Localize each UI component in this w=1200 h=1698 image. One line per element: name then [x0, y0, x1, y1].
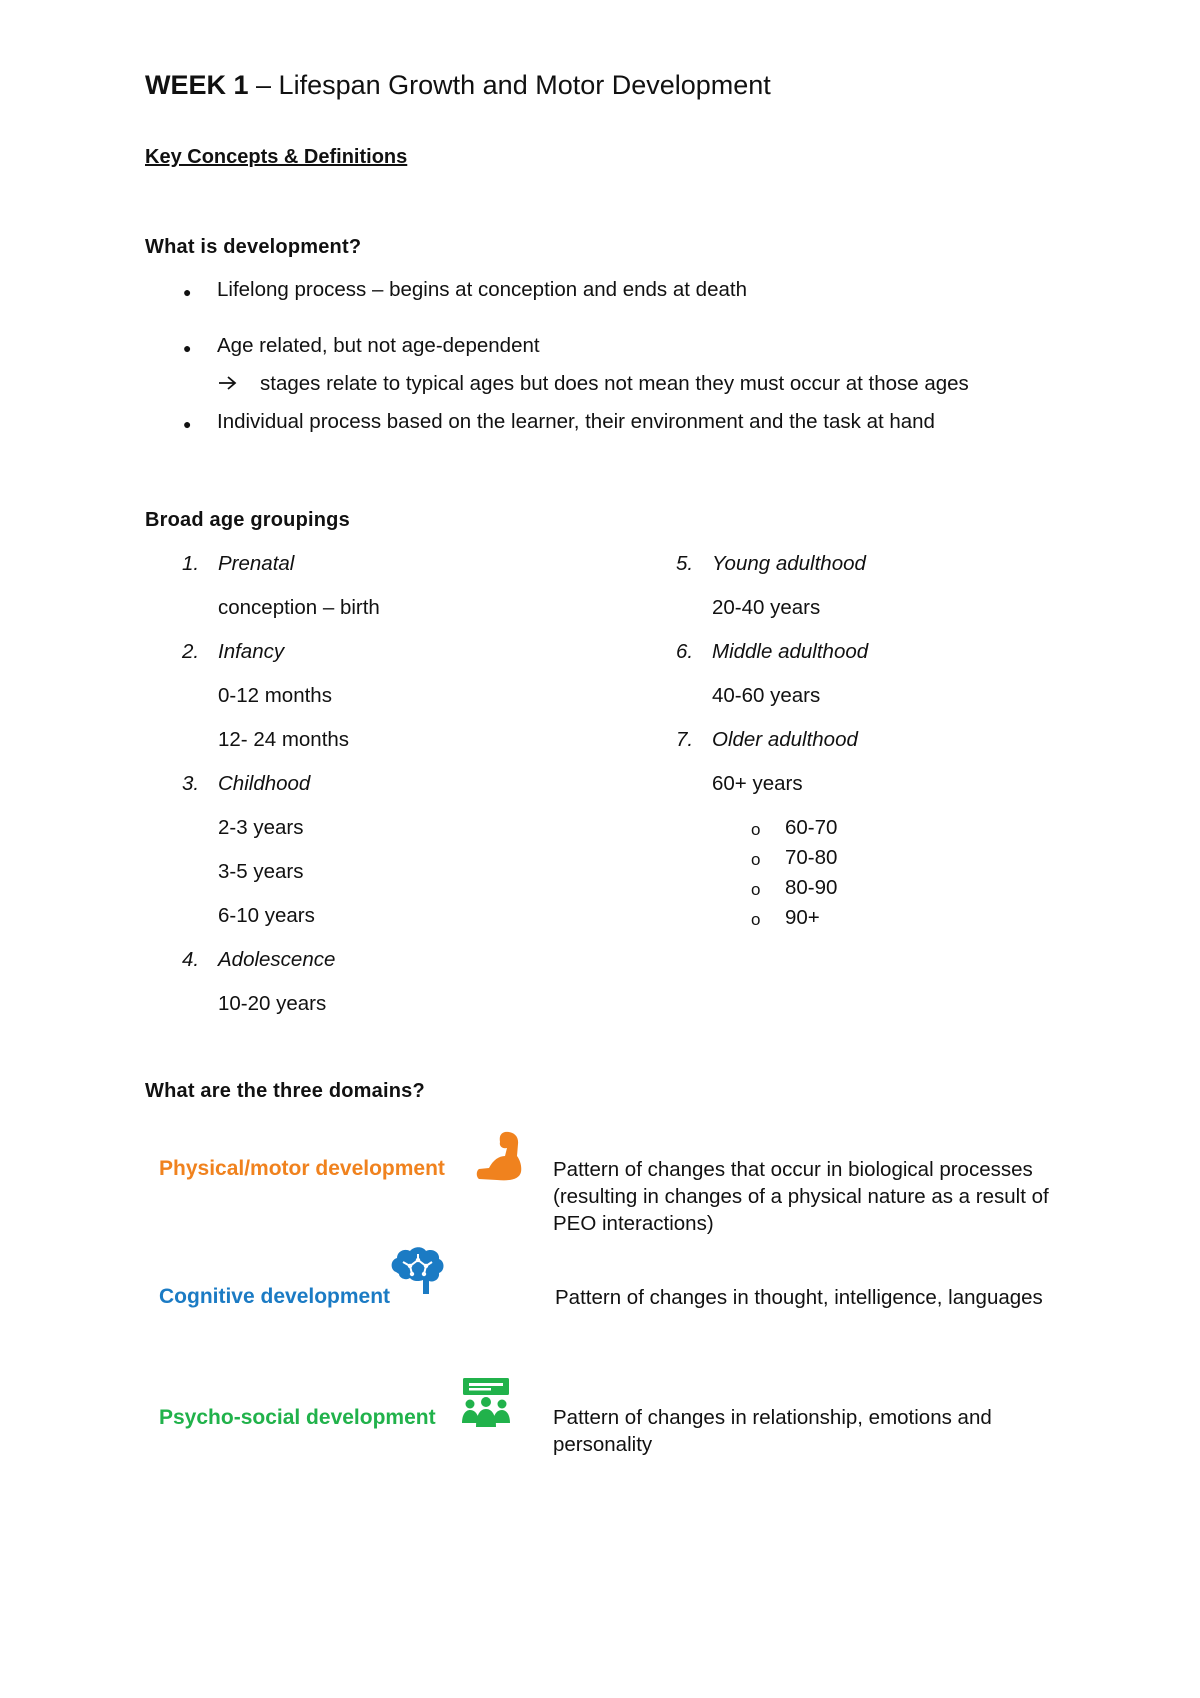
flexed-arm-icon — [475, 1130, 525, 1182]
age-group-range: 3-5 years — [218, 860, 304, 883]
age-group-range: 2-3 years — [218, 816, 304, 839]
age-group-name: Infancy — [218, 640, 285, 663]
circle-bullet-icon: o — [751, 880, 761, 899]
age-group-name: Childhood — [218, 772, 311, 795]
list-number: 4. — [182, 948, 200, 971]
age-group-name: Young adulthood — [712, 552, 866, 575]
bullet-icon: ● — [183, 416, 192, 432]
domain-label-cognitive: Cognitive development — [159, 1285, 391, 1308]
domain-label-psychosocial: Psycho-social development — [159, 1406, 436, 1429]
brain-icon — [388, 1246, 446, 1296]
development-bullet: Individual process based on the learner, their environment and the task at hand — [217, 410, 935, 433]
domain-desc-physical: Pattern of changes that occur in biological processes (resulting in changes of a physical nature as a result of PEO interactions) — [553, 1158, 1049, 1235]
list-number: 7. — [676, 728, 694, 751]
development-bullet: Lifelong process – begins at conception and ends at death — [217, 278, 747, 301]
list-number: 1. — [182, 552, 200, 575]
age-group-range: 6-10 years — [218, 904, 315, 927]
circle-bullet-icon: o — [751, 850, 761, 869]
domain-label-physical: Physical/motor development — [159, 1157, 445, 1180]
age-group-name: Prenatal — [218, 552, 295, 575]
age-group-range: 10-20 years — [218, 992, 327, 1015]
heading-broad-age-groupings: Broad age groupings — [145, 509, 350, 531]
bullet-icon: ● — [183, 340, 192, 356]
arrow-right-icon — [218, 375, 238, 391]
bullet-icon: ● — [183, 284, 192, 300]
development-bullet: Age related, but not age-dependent — [217, 334, 540, 357]
group-presentation-icon — [460, 1377, 512, 1429]
age-group-range: 0-12 months — [218, 684, 332, 707]
list-number: 6. — [676, 640, 694, 663]
age-group-range: 12- 24 months — [218, 728, 350, 751]
domain-desc-psychosocial: Pattern of changes in relationship, emotions and personality — [553, 1406, 992, 1456]
circle-bullet-icon: o — [751, 820, 761, 839]
age-group-range: 60+ years — [712, 772, 803, 795]
list-number: 5. — [676, 552, 694, 575]
age-group-name: Adolescence — [218, 948, 336, 971]
heading-three-domains: What are the three domains? — [145, 1080, 425, 1102]
age-group-range: conception – birth — [218, 596, 380, 619]
older-adult-range: 80-90 — [785, 876, 838, 899]
heading-what-is-development: What is development? — [145, 236, 362, 258]
section-heading-key-concepts: Key Concepts & Definitions — [145, 146, 408, 168]
domain-desc-cognitive: Pattern of changes in thought, intelligence, languages — [555, 1286, 1043, 1309]
list-number: 3. — [182, 772, 200, 795]
development-arrow-note: stages relate to typical ages but does not mean they must occur at those ages — [260, 372, 969, 395]
age-group-name: Middle adulthood — [712, 640, 869, 663]
age-group-range: 20-40 years — [712, 596, 821, 619]
page-title: WEEK 1 – Lifespan Growth and Motor Development — [145, 70, 771, 100]
older-adult-range: 70-80 — [785, 846, 838, 869]
circle-bullet-icon: o — [751, 910, 761, 929]
older-adult-range: 60-70 — [785, 816, 838, 839]
older-adult-range: 90+ — [785, 906, 820, 929]
list-number: 2. — [182, 640, 200, 663]
age-group-name: Older adulthood — [712, 728, 858, 751]
age-group-range: 40-60 years — [712, 684, 821, 707]
